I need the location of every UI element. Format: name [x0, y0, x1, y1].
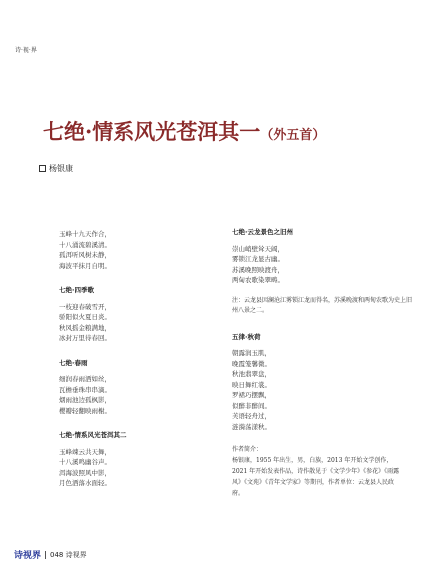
poem-4 — [59, 430, 239, 489]
poem-line: 晚霞笼馨微。 — [232, 359, 271, 368]
poem-line: 烟雨池边孤枫影， — [59, 396, 111, 404]
poem-line: 一枝迎春破雪开， — [59, 302, 111, 311]
poem-6 — [232, 332, 412, 433]
poem-line: 洱海波照风中影， — [59, 468, 111, 477]
bio-label: 作者简介： — [232, 446, 263, 453]
poem-line: 秋风摇金粮满地， — [59, 323, 111, 332]
poem-line: 涟漪荡漾秋。 — [232, 422, 271, 431]
section-tag: 诗·视·界 — [15, 47, 37, 54]
poem-line: 罗裙巧摆飘， — [232, 391, 271, 399]
page-title — [43, 116, 325, 146]
poem-line: 崇山峭壁耸天阔， — [232, 244, 284, 253]
author-name: 杨银康 — [49, 164, 73, 173]
poem-line: 芙语轻舟过， — [232, 412, 271, 420]
poem-title: 七绝·情系风光苍洱其二 — [59, 431, 127, 439]
poem-line: 月色洒落水面轻。 — [59, 479, 111, 487]
poem-5 — [232, 227, 412, 286]
page-number: 048 诗视界 — [50, 550, 87, 559]
left-column — [59, 229, 239, 489]
poem-line: 似醉非醉间。 — [232, 401, 271, 410]
page-footer — [14, 548, 87, 561]
title-sub: （外五首） — [260, 128, 326, 143]
poem-line: 朝露润玉肌， — [232, 349, 271, 357]
poem-line: 苏溪晚照映渡舟， — [232, 265, 284, 274]
poem-line: 冰封万里待春回。 — [59, 334, 111, 342]
poem-line: 十八溪鸣幽谷声。 — [59, 458, 111, 466]
poem-line: 雾锁江龙显古幽。 — [232, 255, 284, 263]
poem-line: 孤洱听风树未静， — [59, 251, 111, 259]
author-line — [39, 163, 73, 174]
divider — [45, 551, 46, 559]
title-main: 七绝·情系风光苍洱其一 — [43, 119, 261, 144]
poem-title: 七绝·春雨 — [59, 358, 88, 367]
poem-line: 玉峰竦云共天舞， — [59, 447, 111, 456]
poem-note: 注：云龙县因澜沧江雾锁江龙而得名，苏溪晚渡和两甸农歌为史上旧州八景之二。 — [232, 296, 413, 314]
poem-line: 秋池翡翠盘， — [232, 370, 271, 378]
poem-line: 细润春雨洒如丝， — [59, 375, 111, 383]
poem-2 — [59, 285, 239, 344]
right-column — [232, 227, 412, 499]
square-icon — [39, 165, 46, 172]
poem-line: 瓦檐垂珠串串滴。 — [59, 385, 111, 394]
author-bio — [232, 444, 402, 499]
magazine-logo: 诗视界 — [14, 551, 42, 561]
poem-line: 樱瓣轻翻映雨榭。 — [59, 406, 111, 415]
poem-line: 玉峰十九天作合， — [59, 230, 111, 238]
poem-title: 七绝·云龙景色之旧州 — [232, 228, 293, 236]
poem-1 — [59, 229, 239, 271]
poem-title: 七绝·四季歌 — [59, 286, 94, 294]
poem-line: 两甸农歌染翠畴。 — [232, 276, 284, 284]
poem-3 — [59, 358, 239, 417]
bio-text: 杨银康，1955 年出生，男，白族，2013 年开始文学创作，2021 年开始发表作品，诗作散见于《文学少年》《参花》《雨露风》《文苑》《青年文学家》等期刊，作者单位：云龙县人民政府。 — [232, 457, 400, 497]
poem-line: 映日舞红裳。 — [232, 380, 271, 389]
poem-line: 海波平抹月自明。 — [59, 261, 111, 270]
poem-line: 十八涌流碧溪清。 — [59, 240, 111, 249]
poem-line: 骄阳似火夏日炎。 — [59, 313, 111, 321]
poem-title: 五律·秋荷 — [232, 332, 261, 341]
